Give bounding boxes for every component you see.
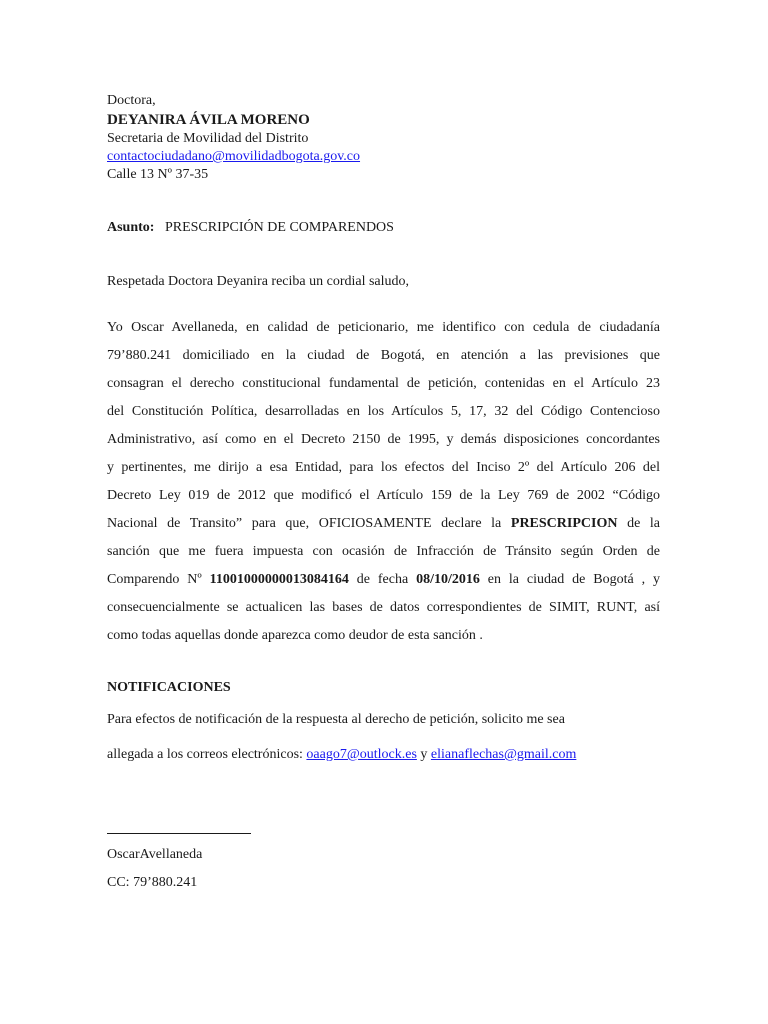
comparendo-date: 08/10/2016	[416, 572, 480, 587]
body-line-text: en la ciudad de Bogotá , y	[487, 572, 660, 587]
subject-text: PRESCRIPCIÓN DE COMPARENDOS	[164, 220, 394, 235]
notifications-text: Para efectos de notificación de la respuesta al derecho de petición, solicito me sea	[107, 712, 565, 727]
body-paragraph	[107, 314, 660, 650]
notifications-text: allegada a los correos electrónicos:	[107, 747, 303, 762]
body-line-text: de la	[627, 516, 661, 531]
signature-name: OscarAvellaneda	[107, 847, 203, 862]
body-line-text: de fecha	[356, 572, 409, 587]
recipient-name: DEYANIRA ÁVILA MORENO	[107, 112, 310, 128]
body-line-text: Nacional de Transito” para que, OFICIOSAMENTE declare la	[107, 516, 502, 531]
notifications-emails-line	[107, 747, 576, 763]
subject-label: Asunto:	[107, 220, 155, 235]
body-line: Yo Oscar Avellaneda, en calidad de peticionario, me identifico con cedula de ciudadanía	[107, 320, 660, 335]
body-line: consagran el derecho constitucional fundamental de petición, contenidas en el Artículo 23	[107, 376, 660, 391]
email-link-oaago7[interactable]: oaago7@outlock.es	[306, 747, 417, 762]
body-line	[107, 566, 660, 594]
body-line-text: Comparendo Nº	[107, 572, 202, 587]
email-link-elianaflechas[interactable]: elianaflechas@gmail.com	[430, 747, 577, 762]
body-line: 79’880.241 domiciliado en la ciudad de Bogotá, en atención a las previsiones que	[107, 348, 660, 363]
recipient-position: Secretaria de Movilidad del Distrito	[107, 131, 309, 146]
body-line	[107, 510, 660, 538]
salutation: Doctora,	[107, 93, 156, 108]
comparendo-number: 11001000000013084164	[209, 572, 349, 587]
body-line: Decreto Ley 019 de 2012 que modificó el Artículo 159 de la Ley 769 de 2002 “Código	[107, 488, 660, 503]
signature-id: CC: 79’880.241	[107, 875, 198, 890]
recipient-email-link[interactable]: contactociudadano@movilidadbogota.gov.co	[107, 149, 361, 164]
conjunction: y	[420, 747, 428, 762]
signature-line	[107, 833, 251, 834]
prescripcion-emphasis: PRESCRIPCION	[510, 516, 618, 531]
recipient-address: Calle 13 Nº 37-35	[107, 167, 209, 182]
subject-line	[107, 220, 394, 236]
notifications-heading: NOTIFICACIONES	[107, 680, 231, 695]
greeting: Respetada Doctora Deyanira reciba un cordial saludo,	[107, 274, 410, 289]
body-line: consecuencialmente se actualicen las bases de datos correspondientes de SIMIT, RUNT, así	[107, 600, 660, 615]
body-line: sanción que me fuera impuesta con ocasión de Infracción de Tránsito según Orden de	[107, 544, 660, 559]
body-line: Administrativo, así como en el Decreto 2150 de 1995, y demás disposiciones concordantes	[107, 432, 660, 447]
body-line: como todas aquellas donde aparezca como deudor de esta sanción .	[107, 628, 483, 643]
body-line: y pertinentes, me dirijo a esa Entidad, para los efectos del Inciso 2º del Artículo 206 del	[107, 460, 660, 475]
body-line: del Constitución Política, desarrolladas en los Artículos 5, 17, 32 del Código Contencioso	[107, 404, 660, 419]
